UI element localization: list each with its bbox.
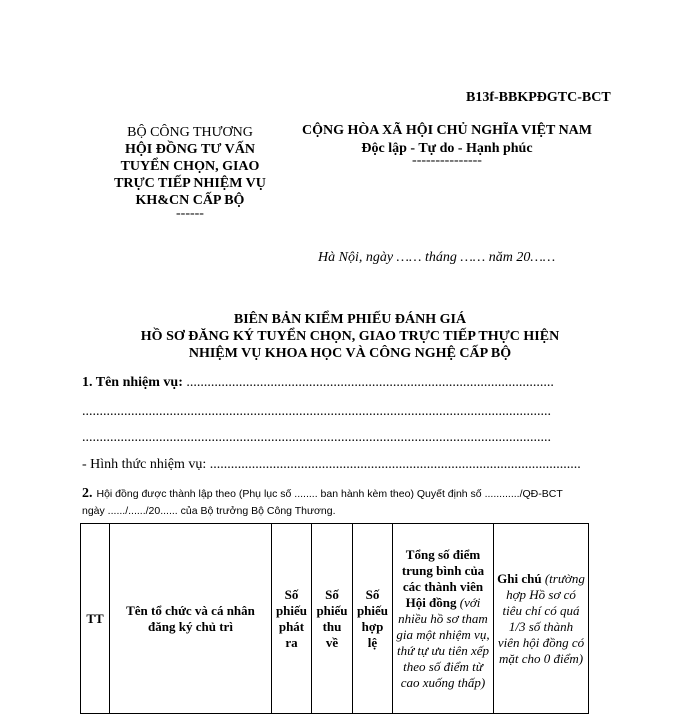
table-header-row (81, 524, 589, 714)
task-name-label: 1. Tên nhiệm vụ: (82, 375, 183, 390)
header-notes-detail: (trường hợp Hồ sơ có tiêu chí có quá 1/3 số thành viên hội đồng có mặt cho 0 điểm) (497, 570, 585, 666)
vote-count-table (80, 523, 589, 714)
header-average-score (393, 524, 494, 714)
council-decision-line-2: ngày ....../....../20...... của Bộ trưởng Bộ Công Thương. (82, 505, 336, 517)
task-name-dots: ......................................................................................................... (182, 375, 554, 390)
header-votes-valid: Số phiếu hợp lệ (353, 524, 393, 714)
title-line-3: NHIỆM VỤ KHOA HỌC VÀ CÔNG NGHỆ CẤP BỘ (188, 346, 512, 361)
ministry-name: BỘ CÔNG THƯƠNG (127, 125, 253, 140)
national-header (282, 122, 612, 170)
header-average-score-title: Tổng số điểm trung bình của các thành viên Hội đồng (401, 546, 485, 610)
form-code: B13f-BBKPĐGTC-BCT (466, 90, 611, 105)
header-notes (494, 524, 589, 714)
council-decision-text (82, 484, 622, 517)
council-name-line-3: TRỰC TIẾP NHIỆM VỤ (114, 176, 266, 191)
header-notes-title: Ghi chú (497, 570, 542, 586)
right-header-rule: --------------- (412, 153, 482, 168)
republic-name: CỘNG HÒA XÃ HỘI CHỦ NGHĨA VIỆT NAM (301, 123, 592, 138)
council-name-line-4: KH&CN CẤP BỘ (135, 193, 245, 208)
council-decision-line-1: Hội đồng được thành lập theo (Phụ lục số ........ ban hành kèm theo) Quyết định số ............/QĐ-BCT (96, 488, 563, 500)
task-form-dots: .......................................................................................................... (206, 457, 581, 472)
issuer-header (95, 124, 285, 222)
left-header-rule: ------ (176, 206, 204, 221)
task-name-line (82, 375, 602, 391)
header-votes-issued: Số phiếu phát ra (272, 524, 312, 714)
task-form-line (82, 457, 602, 473)
council-name-line-2: TUYỂN CHỌN, GIAO (120, 159, 260, 174)
task-form-label: - Hình thức nhiệm vụ: (82, 457, 207, 472)
header-votes-collected: Số phiếu thu về (312, 524, 353, 714)
document-title (60, 311, 640, 362)
title-line-1: BIÊN BẢN KIỂM PHIẾU ĐÁNH GIÁ (233, 312, 467, 327)
header-average-score-note: (với nhiều hồ sơ tham gia một nhiệm vụ, thứ tự ưu tiên xếp theo số điểm từ cao xuống thấp) (396, 594, 490, 690)
task-name-dots-2: ...................................................................................................................................... (82, 404, 551, 419)
title-line-2: HỒ SƠ ĐĂNG KÝ TUYỂN CHỌN, GIAO TRỰC TIẾP THỰC HIỆN (140, 329, 560, 344)
header-applicant-name: Tên tổ chức và cá nhân đăng ký chủ trì (110, 524, 272, 714)
council-name-line-1: HỘI ĐỒNG TƯ VẤN (124, 142, 256, 157)
national-motto: Độc lập - Tự do - Hạnh phúc (361, 141, 533, 156)
section-2-number: 2. (82, 486, 93, 501)
place-date: Hà Nội, ngày …… tháng …… năm 20…… (318, 250, 556, 265)
task-name-dots-3: ...................................................................................................................................... (82, 430, 551, 445)
header-tt: TT (81, 524, 110, 714)
